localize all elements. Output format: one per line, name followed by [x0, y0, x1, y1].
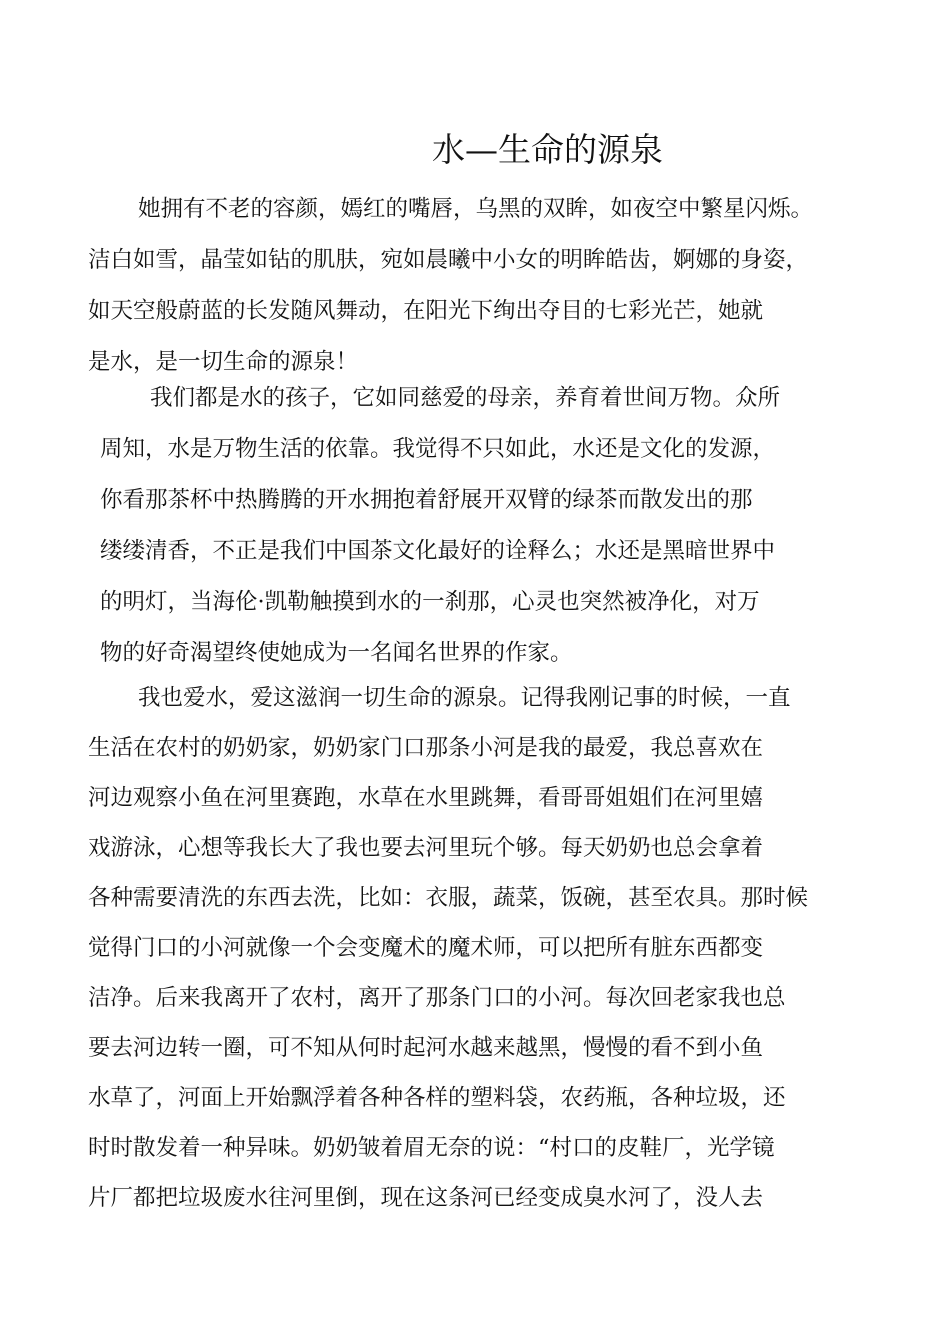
text-line: 洁白如雪，晶莹如钻的肌肤，宛如晨曦中小女的明眸皓齿，婀娜的身姿， — [88, 247, 809, 273]
text-line: 我也爱水，爱这滋润一切生命的源泉。记得我刚记事的时候，一直 — [138, 685, 791, 711]
text-line: 片厂都把垃圾废水往河里倒，现在这条河已经变成臭水河了，没人去 — [88, 1185, 764, 1211]
text-line: 要去河边转一圈，可不知从何时起河水越来越黑，慢慢的看不到小鱼 — [88, 1035, 764, 1061]
text-line: 生活在农村的奶奶家，奶奶家门口那条小河是我的最爱，我总喜欢在 — [88, 735, 764, 761]
text-line: 是水，是一切生命的源泉！ — [88, 349, 359, 375]
text-line: 你看那茶杯中热腾腾的开水拥抱着舒展开双臂的绿茶而散发出的那 — [100, 487, 753, 513]
paragraph-1 — [88, 184, 853, 388]
text-line: 戏游泳，心想等我长大了我也要去河里玩个够。每天奶奶也总会拿着 — [88, 835, 764, 861]
text-line: 物的好奇渴望终使她成为一名闻名世界的作家。 — [100, 640, 573, 666]
text-line: 缕缕清香，不正是我们中国茶文化最好的诠释么；水还是黑暗世界中 — [100, 538, 776, 564]
document-title: 水—生命的源泉 — [432, 130, 663, 169]
text-line: 洁净。后来我离开了农村，离开了那条门口的小河。每次回老家我也总 — [88, 985, 786, 1011]
text-line: 的明灯，当海伦·凯勒触摸到水的一刹那，心灵也突然被净化，对万 — [100, 589, 760, 615]
text-line: 各种需要清洗的东西去洗，比如：衣服，蔬菜，饭碗，甚至农具。那时候 — [88, 885, 809, 911]
text-line: 她拥有不老的容颜，嫣红的嘴唇，乌黑的双眸，如夜空中繁星闪烁。 — [138, 196, 814, 222]
paragraph-3 — [88, 673, 853, 1223]
text-line: 如天空般蔚蓝的长发随风舞动，在阳光下绚出夺目的七彩光芒，她就 — [88, 298, 764, 324]
text-line: 周知，水是万物生活的依靠。我觉得不只如此，水还是文化的发源， — [100, 436, 776, 462]
text-line: 河边观察小鱼在河里赛跑，水草在水里跳舞，看哥哥姐姐们在河里嬉 — [88, 785, 764, 811]
paragraph-2 — [100, 373, 852, 679]
text-line: 水草了，河面上开始飘浮着各种各样的塑料袋，农药瓶，各种垃圾，还 — [88, 1085, 786, 1111]
text-line: 时时散发着一种异味。奶奶皱着眉无奈的说：“村口的皮鞋厂，光学镜 — [88, 1135, 775, 1161]
text-line: 我们都是水的孩子，它如同慈爱的母亲，养育着世间万物。众所 — [150, 385, 781, 411]
text-line: 觉得门口的小河就像一个会变魔术的魔术师，可以把所有脏东西都变 — [88, 935, 764, 961]
